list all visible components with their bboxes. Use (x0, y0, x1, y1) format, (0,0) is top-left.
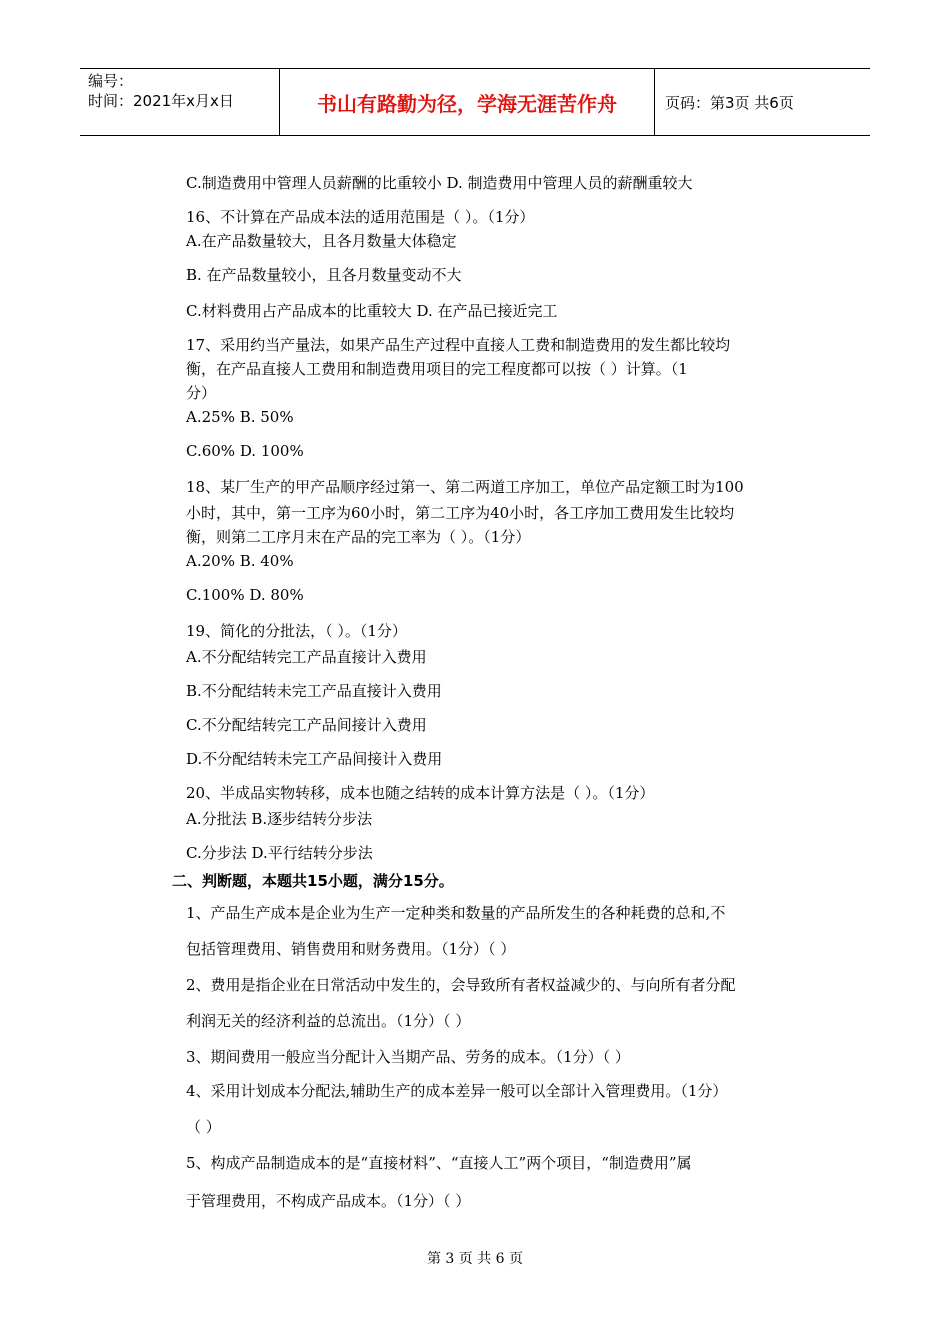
question-line: C.100% D. 80% (186, 586, 304, 604)
question-line: A.在产品数量较大，且各月数量大体稳定 (186, 232, 457, 250)
question-line: 小时，其中，第一工序为60小时，第二工序为40小时，各工序加工费用发生比较均 (186, 504, 735, 522)
question-line: D.不分配结转未完工产品间接计入费用 (186, 750, 443, 768)
question-line: 20、半成品实物转移，成本也随之结转的成本计算方法是（ ）。（1分） (186, 784, 655, 802)
judgment-line: 3、期间费用一般应当分配计入当期产品、劳务的成本。（1分）（ ） (186, 1048, 630, 1066)
question-line: 分） (186, 384, 217, 402)
page-footer: 第 3 页 共 6 页 (426, 1251, 524, 1267)
judgment-line: （ ） (186, 1118, 221, 1136)
judgment-line: 1、产品生产成本是企业为生产一定种类和数量的产品所发生的各种耗费的总和,不 (186, 904, 726, 922)
question-line: B.不分配结转未完工产品直接计入费用 (186, 682, 442, 700)
question-line: A.20% B. 40% (186, 552, 294, 570)
number-label: 编号： (88, 72, 134, 90)
question-line: 16、不计算在产品成本法的适用范围是（ ）。（1分） (186, 208, 535, 226)
judgment-line: 2、费用是指企业在日常活动中发生的，会导致所有者权益减少的、与向所有者分配 (186, 976, 736, 994)
question-line: C.不分配结转完工产品间接计入费用 (186, 716, 427, 734)
question-line: 衡，则第二工序月末在产品的完工率为（ ）。（1分） (186, 528, 531, 546)
judgment-line: 4、采用计划成本分配法,辅助生产的成本差异一般可以全部计入管理费用。（1分） (186, 1082, 728, 1100)
question-line: A.分批法 B.逐步结转分步法 (186, 810, 373, 828)
time-label: 时间：2021年x月x日 (88, 92, 234, 110)
question-line: C.60% D. 100% (186, 442, 304, 460)
question-line: 17、采用约当产量法，如果产品生产过程中直接人工费和制造费用的发生都比较均 (186, 336, 731, 354)
question-line: 衡，在产品直接人工费用和制造费用项目的完工程度都可以按（ ）计算。（1 (186, 360, 688, 378)
question-line: A.25% B. 50% (186, 408, 294, 426)
question-line: A.不分配结转完工产品直接计入费用 (186, 648, 427, 666)
question-line: B. 在产品数量较小，且各月数量变动不大 (186, 266, 462, 284)
question-line: C.分步法 D.平行结转分步法 (186, 844, 373, 862)
question-line: C.材料费用占产品成本的比重较大 D. 在产品已接近完工 (186, 302, 558, 320)
question-line: 19、简化的分批法，（ ）。（1分） (186, 622, 407, 640)
judgment-line: 包括管理费用、销售费用和财务费用。（1分）（ ） (186, 940, 516, 958)
judgment-line: 利润无关的经济利益的总流出。（1分）（ ） (186, 1012, 471, 1030)
header-motto: 书山有路勤为径，学海无涯苦作舟 (280, 69, 655, 135)
page-header (80, 68, 870, 136)
header-page-label: 页码：第3页 共6页 (665, 93, 794, 112)
question-line: C.制造费用中管理人员薪酬的比重较小 D. 制造费用中管理人员的薪酬重较大 (186, 174, 693, 192)
header-meta (80, 69, 280, 135)
question-line: 18、某厂生产的甲产品顺序经过第一、第二两道工序加工，单位产品定额工时为100 (186, 478, 744, 496)
judgment-line: 5、构成产品制造成本的是“直接材料”、“直接人工”两个项目，“制造费用”属 (186, 1154, 692, 1172)
judgment-line: 于管理费用，不构成产品成本。（1分）（ ） (186, 1192, 471, 1210)
section-title: 二、判断题，本题共15小题，满分15分。 (172, 872, 454, 890)
